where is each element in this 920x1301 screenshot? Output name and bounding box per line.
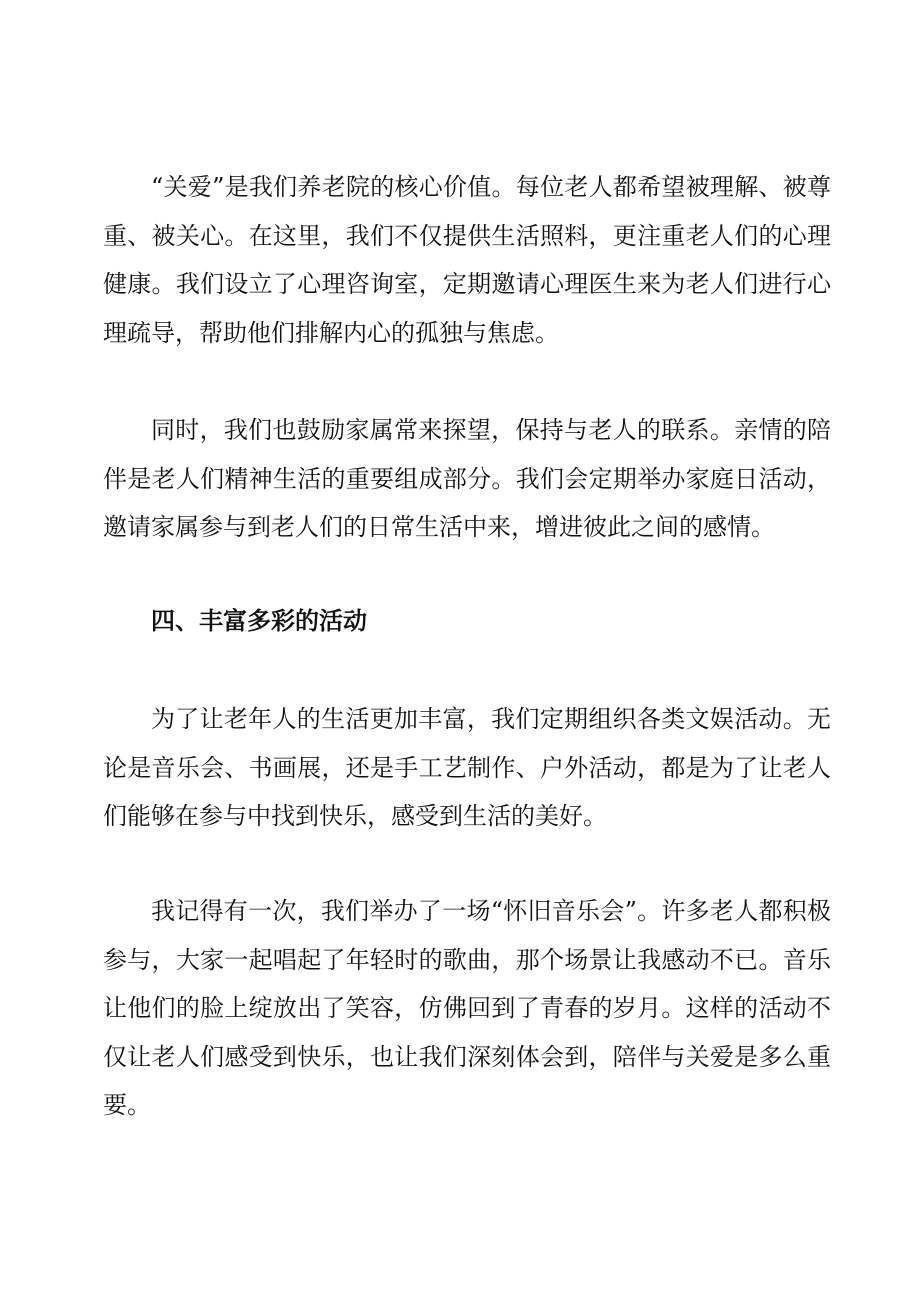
paragraph-care-value: “关爱”是我们养老院的核心价值。每位老人都希望被理解、被尊重、被关心。在这里，我们不仅提供生活照料，更注重老人们的心理健康。我们设立了心理咨询室，定期邀请心理医生来为老人们进行心理疏导，帮助他们排解内心的孤独与焦虑。: [103, 173, 831, 347]
paragraph-nostalgic-concert: 我记得有一次，我们举办了一场“怀旧音乐会”。许多老人都积极参与，大家一起唱起了年轻时的歌曲，那个场景让我感动不已。音乐让他们的脸上绽放出了笑容，仿佛回到了青春的岁月。这样的活动不仅让老人们感受到快乐，也让我们深刻体会到，陪伴与关爱是多么重要。: [103, 897, 831, 1119]
paragraph-family-visits: 同时，我们也鼓励家属常来探望，保持与老人的联系。亲情的陪伴是老人们精神生活的重要组成部分。我们会定期举办家庭日活动，邀请家属参与到老人们的日常生活中来，增进彼此之间的感情。: [103, 416, 831, 541]
section-heading: 四、丰富多彩的活动: [151, 607, 367, 635]
paragraph-activities: 为了让老年人的生活更加丰富，我们定期组织各类文娱活动。无论是音乐会、书画展，还是手工艺制作、户外活动，都是为了让老人们能够在参与中找到快乐，感受到生活的美好。: [103, 705, 831, 830]
